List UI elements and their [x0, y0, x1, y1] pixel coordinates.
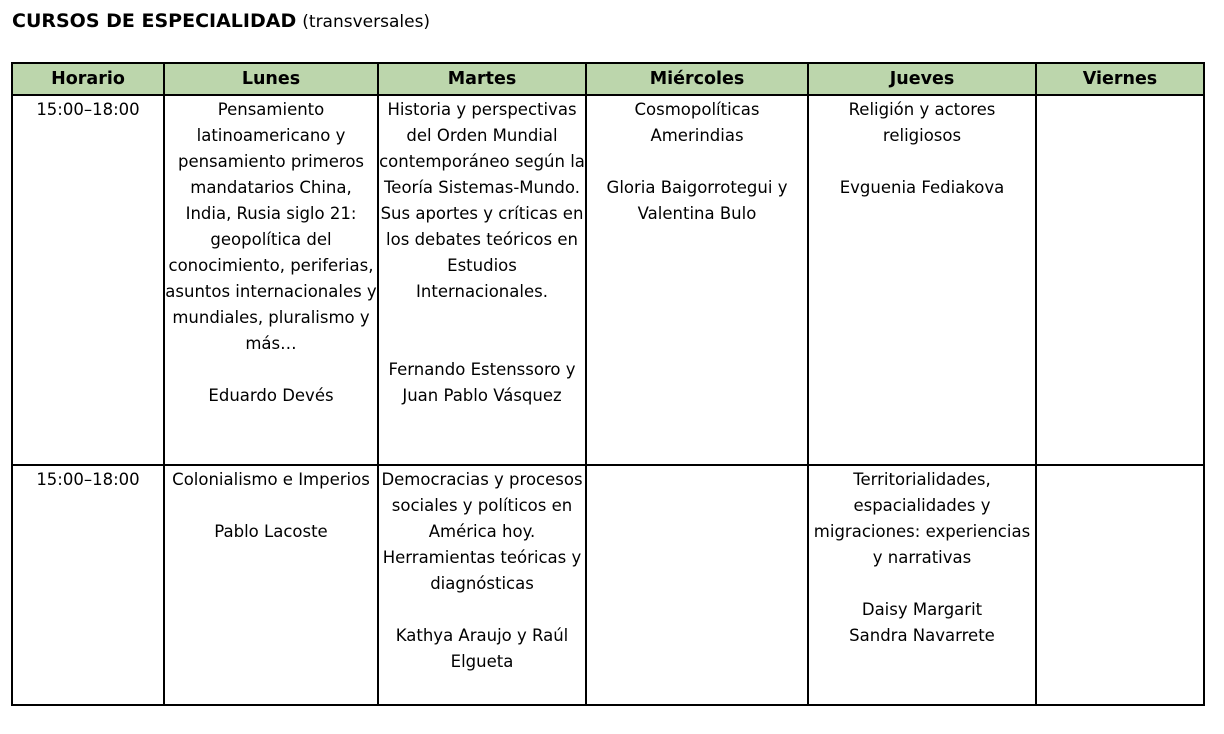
cell-lunes	[164, 465, 378, 705]
schedule-table	[11, 62, 1205, 706]
table-row	[12, 95, 1204, 465]
header-row	[12, 63, 1204, 95]
cell-lunes	[164, 95, 378, 465]
page-title-subtitle: (transversales)	[302, 12, 431, 32]
course-title: Pensamiento latinoamericano y pensamiento primeros mandatarios China, India, Rusia siglo 21: geopolítica del conocimiento, periferias, asuntos internacionales y mundiales, pluralismo y más…	[165, 100, 377, 353]
course-teacher: Eduardo Devés	[208, 386, 334, 405]
cell-jueves	[808, 95, 1036, 465]
course-title: Colonialismo e Imperios	[172, 470, 370, 489]
course-teacher: Fernando Estenssoro y Juan Pablo Vásquez	[388, 360, 576, 405]
course-teacher: Daisy Margarit Sandra Navarrete	[849, 600, 995, 645]
course-title: Religión y actores religiosos	[848, 100, 996, 145]
page-title-main: CURSOS DE ESPECIALIDAD	[12, 10, 297, 32]
header-lunes: Lunes	[164, 63, 378, 95]
cell-miercoles	[586, 465, 808, 705]
cell-jueves	[808, 465, 1036, 705]
course-teacher: Kathya Araujo y Raúl Elgueta	[395, 626, 569, 671]
cell-viernes	[1036, 95, 1204, 465]
horario-text: 15:00–18:00	[36, 470, 140, 489]
cell-viernes	[1036, 465, 1204, 705]
course-teacher: Gloria Baigorrotegui y Valentina Bulo	[606, 178, 788, 223]
header-horario: Horario	[12, 63, 164, 95]
course-teacher: Evguenia Fediakova	[839, 178, 1005, 197]
header-miercoles: Miércoles	[586, 63, 808, 95]
course-title: Territorialidades, espacialidades y migraciones: experiencias y narrativas	[813, 470, 1031, 567]
cell-martes	[378, 465, 586, 705]
cell-horario	[12, 465, 164, 705]
header-martes: Martes	[378, 63, 586, 95]
horario-text: 15:00–18:00	[36, 100, 140, 119]
course-title: Historia y perspectivas del Orden Mundial contemporáneo según la Teoría Sistemas-Mundo. Sus aportes y críticas en los debates teóricos en Estudios Internacionales.	[379, 100, 585, 301]
cell-horario	[12, 95, 164, 465]
page-title	[12, 8, 430, 35]
cell-martes	[378, 95, 586, 465]
course-title: Democracias y procesos sociales y políticos en América hoy. Herramientas teóricas y diagnósticas	[381, 470, 583, 593]
header-viernes: Viernes	[1036, 63, 1204, 95]
cell-miercoles	[586, 95, 808, 465]
table-row	[12, 465, 1204, 705]
course-title: Cosmopolíticas Amerindias	[634, 100, 760, 145]
header-jueves: Jueves	[808, 63, 1036, 95]
course-teacher: Pablo Lacoste	[214, 522, 328, 541]
